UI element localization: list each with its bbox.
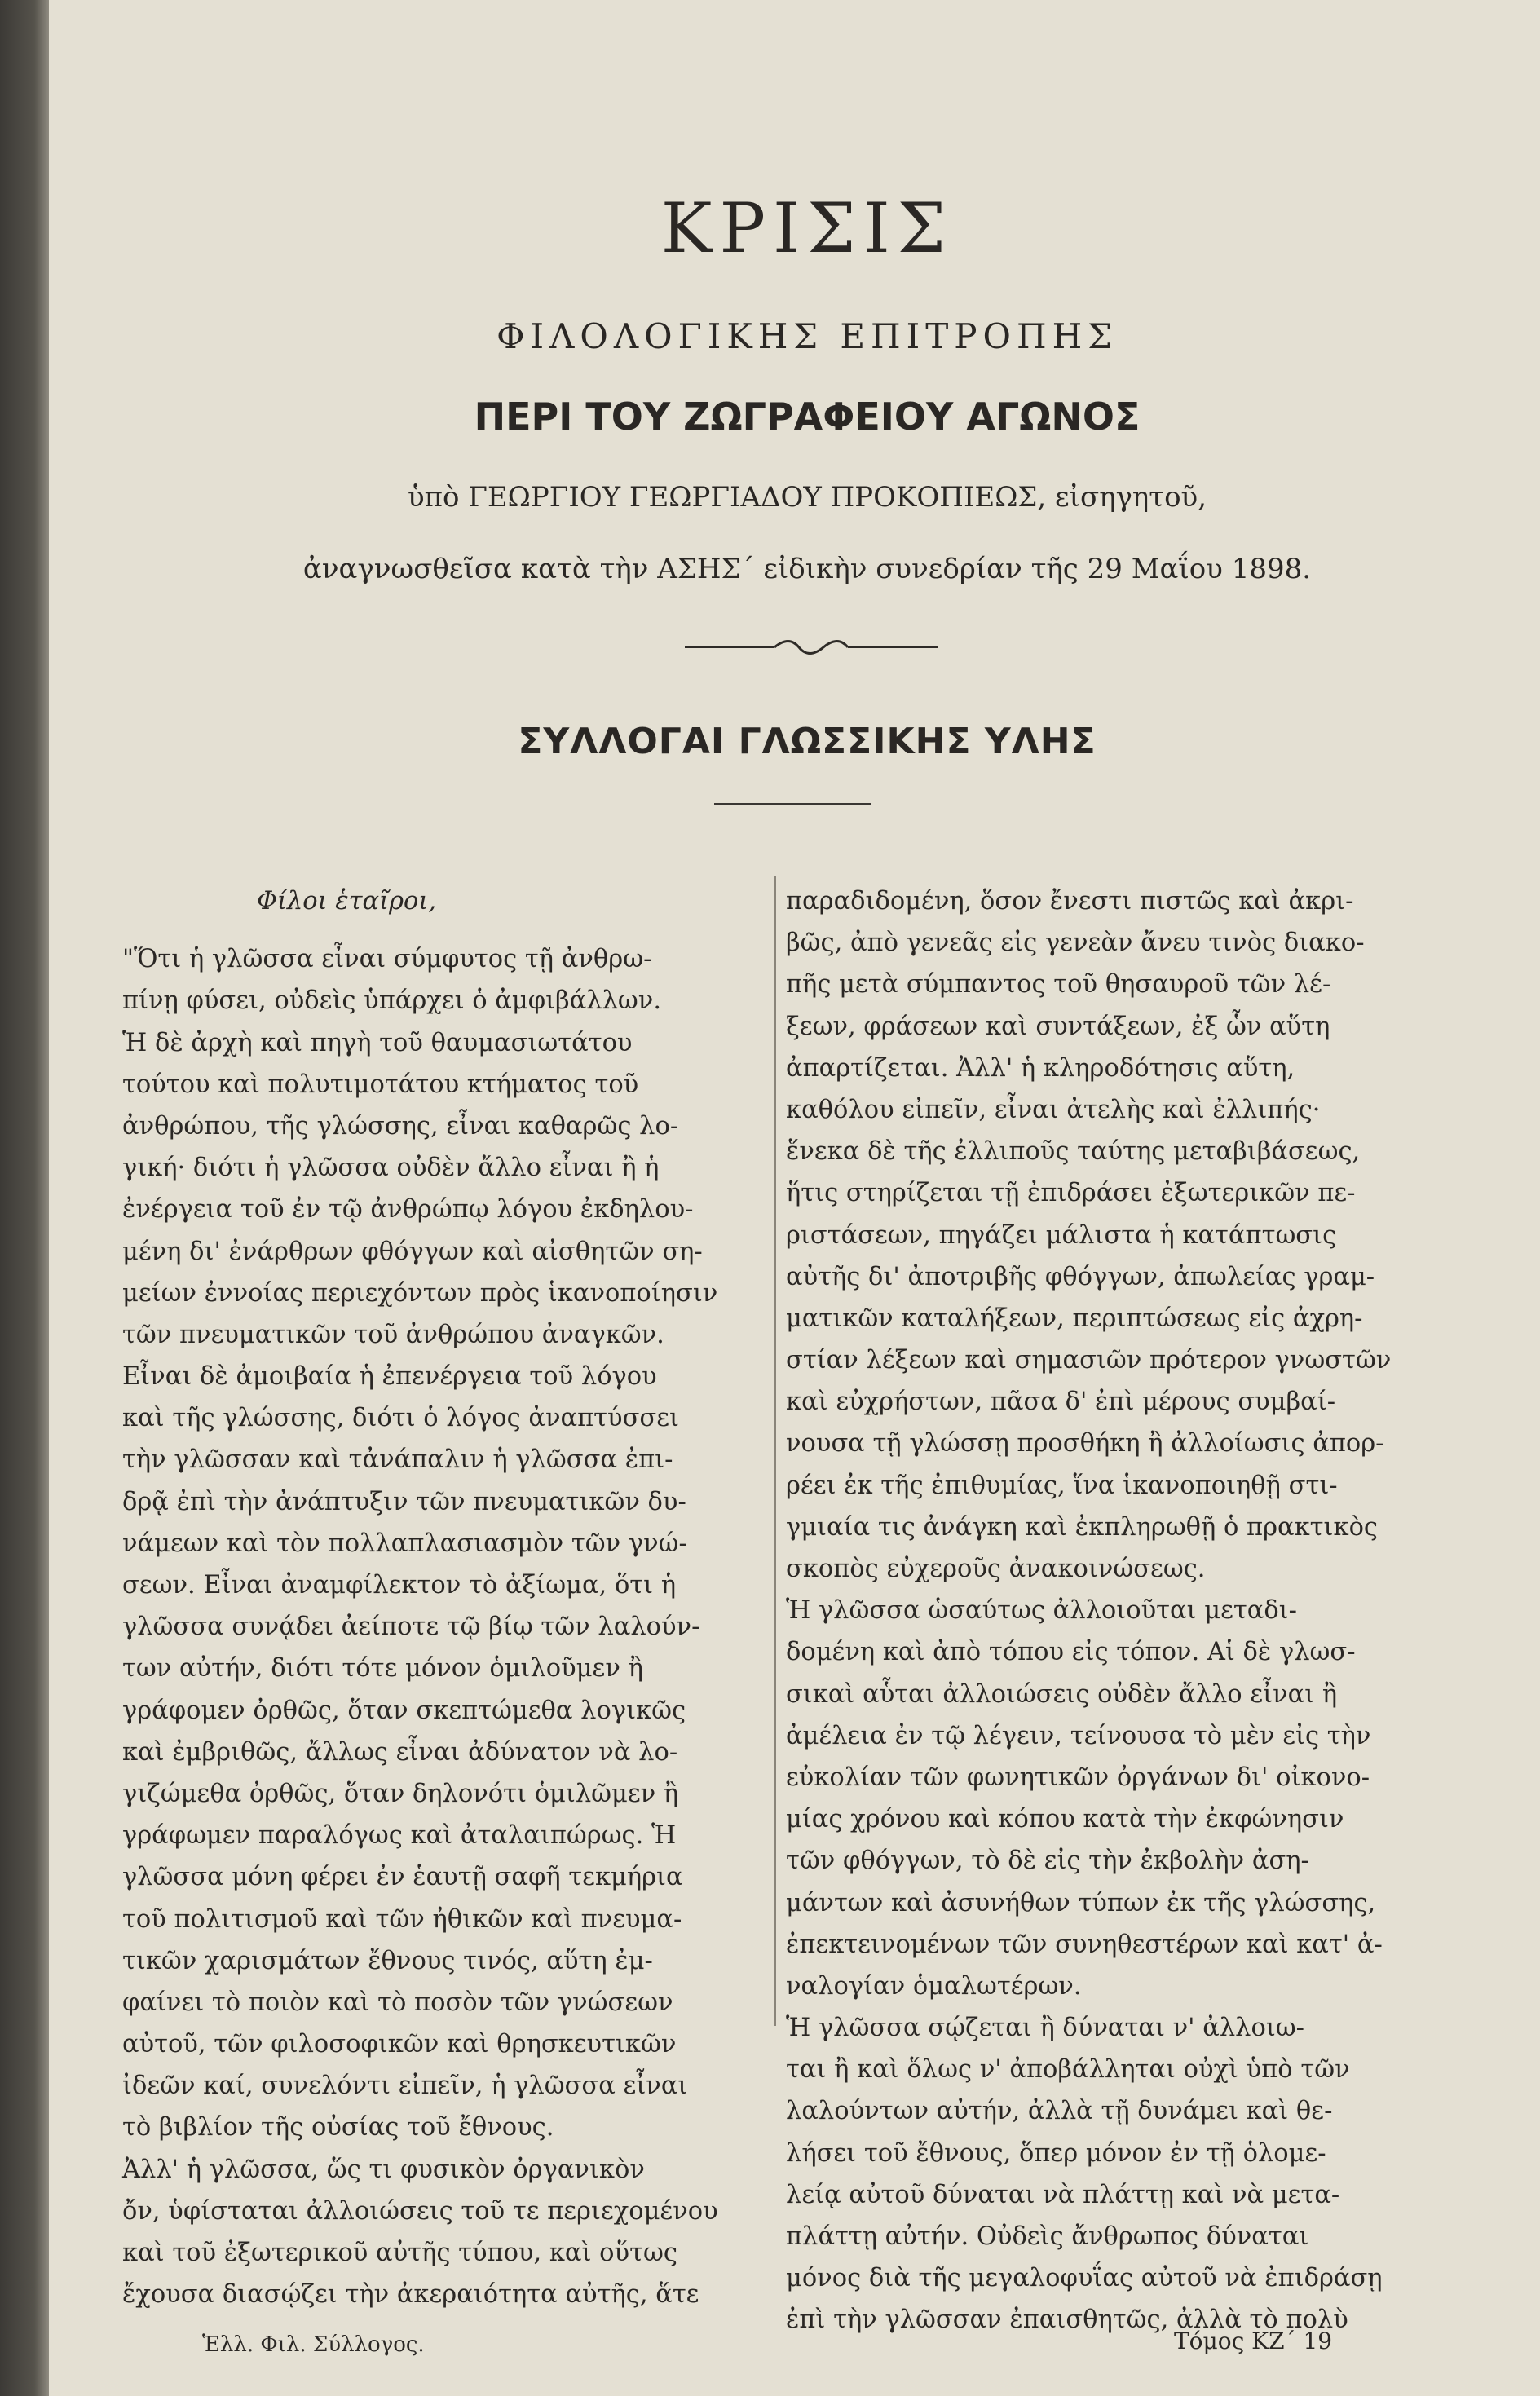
text-line: σκοπὸς εὐχεροῦς ἀνακοινώσεως. [786,1555,1206,1583]
reading-date-line: ἀναγνωσθεῖσα κατὰ τὴν ΑΣΗΣ΄ εἰδικὴν συνεδρίαν τῆς 29 Μαΐου 1898. [302,553,1312,585]
text-line: ἕνεκα δὲ τῆς ἐλλιποῦς ταύτης μεταβιβάσεως, [786,1137,1361,1167]
text-line: "Ὅτι ἡ γλῶσσα εἶναι σύμφυτος τῇ ἀνθρω- [122,945,652,974]
text-line: εὐκολίαν τῶν φωνητικῶν ὀργάνων δι' οἰκονο- [786,1763,1370,1792]
text-line: ἀμέλεια ἐν τῷ λέγειν, τείνουσα τὸ μὲν εἰς τὴν [786,1721,1371,1750]
column-divider [774,876,776,2026]
text-line: καὶ τῆς γλώσσης, διότι ὁ λόγος ἀναπτύσσει [122,1404,679,1433]
text-line: ἀνθρώπου, τῆς γλώσσης, εἶναι καθαρῶς λο- [122,1111,679,1141]
text-line: ἔχουσα διασῴζει τὴν ἀκεραιότητα αὐτῆς, ἅτε [122,2280,699,2310]
section-rule [714,803,871,805]
text-line: ἰδεῶν καί, συνελόντι εἰπεῖν, ἡ γλῶσσα εἶναι [122,2072,688,2101]
text-line: καὶ τοῦ ἐξωτερικοῦ αὐτῆς τύπου, καὶ οὕτως [122,2239,677,2267]
text-line: ναλογίαν ὁμαλωτέρων. [786,1971,1082,2001]
text-line: καθόλου εἰπεῖν, εἶναι ἀτελὴς καὶ ἐλλιπής· [786,1095,1321,1124]
salutation: Φίλοι ἑταῖροι, [257,887,437,916]
right-column [786,880,1422,2341]
right-column-text [786,880,1422,2341]
text-line: σεων. Εἶναι ἀναμφίλεκτον τὸ ἀξίωμα, ὅτι ἡ [122,1571,677,1600]
text-line: ται ἢ καὶ ὅλως ν' ἀποβάλληται οὐχὶ ὑπὸ τῶν [786,2055,1350,2085]
section-title: ΣΥΛΛΟΓΑΙ ΓΛΩΣΣΙΚΗΣ ΥΛΗΣ [518,721,1097,762]
text-line: νουσα τῇ γλώσσῃ προσθήκη ἢ ἀλλοίωσις ἀπορ- [786,1429,1384,1458]
text-line: γλῶσσα συνᾴδει ἀείποτε τῷ βίῳ τῶν λαλούν- [122,1613,700,1642]
article-heading: ΠΕΡΙ ΤΟΥ ΖΩΓΡΑΦΕΙΟΥ ΑΓΩΝΟΣ [474,395,1141,439]
text-line: μόνος διὰ τῆς μεγαλοφυΐας αὐτοῦ νὰ ἐπιδράσῃ [786,2264,1383,2293]
author-byline: ὑπὸ ΓΕΩΡΓΙΟΥ ΓΕΩΡΓΙΑΔΟΥ ΠΡΟΚΟΠΙΕΩΣ, εἰσηγητοῦ, [407,481,1207,514]
text-line: ἐνέργεια τοῦ ἐν τῷ ἀνθρώπῳ λόγου ἐκδηλου- [122,1195,694,1224]
left-column-text [122,938,758,2315]
text-line: φαίνει τὸ ποιὸν καὶ τὸ ποσὸν τῶν γνώσεων [122,1988,673,2017]
text-line: δομένη καὶ ἀπὸ τόπου εἰς τόπον. Αἱ δὲ γλωσ- [786,1638,1356,1667]
footer-volume: Τόμος ΚΖ΄ 19 [1174,2328,1333,2354]
page-subtitle: ΦΙΛΟΛΟΓΙΚΗΣ ΕΠΙΤΡΟΠΗΣ [496,316,1118,356]
text-line: αὐτοῦ, τῶν φιλοσοφικῶν καὶ θρησκευτικῶν [122,2030,677,2059]
text-line: λαλούντων αὐτήν, ἀλλὰ τῇ δυνάμει καὶ θε- [786,2097,1333,2126]
text-line: λείᾳ αὐτοῦ δύναται νὰ πλάττῃ καὶ νὰ μετα- [786,2180,1340,2209]
text-line: μένη δι' ἐνάρθρων φθόγγων καὶ αἰσθητῶν ση- [122,1237,703,1266]
text-line: τούτου καὶ πολυτιμοτάτου κτήματος τοῦ [122,1070,639,1099]
text-line: μάντων καὶ ἀσυνήθων τύπων ἐκ τῆς γλώσσης, [786,1888,1376,1917]
page-binding-edge [0,0,49,2396]
text-line: ἐπεκτεινομένων τῶν συνηθεστέρων καὶ κατ' ἀ- [786,1930,1383,1959]
text-line: ἀπαρτίζεται. Ἀλλ' ἡ κληροδότησις αὕτη, [786,1053,1295,1083]
text-line: Εἶναι δὲ ἀμοιβαία ἡ ἐπενέργεια τοῦ λόγου [122,1362,657,1392]
text-line: ματικῶν καταλήξεων, περιπτώσεως εἰς ἀχρη- [786,1304,1363,1333]
text-line: Ἡ γλῶσσα σῴζεται ἢ δύναται ν' ἀλλοιω- [786,2014,1304,2043]
text-line: τὴν γλῶσσαν καὶ τἀνάπαλιν ἡ γλῶσσα ἐπι- [122,1445,673,1475]
text-line: γράφωμεν παραλόγως καὶ ἀταλαιπώρως. Ἡ [122,1821,677,1851]
left-column [122,880,758,2315]
text-line: τῶν φθόγγων, τὸ δὲ εἰς τὴν ἐκβολὴν ἀση- [786,1847,1309,1876]
text-line: των αὐτήν, διότι τότε μόνον ὁμιλοῦμεν ἢ [122,1654,643,1683]
text-line: πῆς μετὰ σύμπαντος τοῦ θησαυροῦ τῶν λέ- [786,970,1331,999]
text-line: Ἀλλ' ἡ γλῶσσα, ὥς τι φυσικὸν ὀργανικὸν [122,2155,645,2184]
text-line: γιζώμεθα ὀρθῶς, ὅταν δηλονότι ὁμιλῶμεν ἢ [122,1779,679,1808]
text-line: νάμεων καὶ τὸν πολλαπλασιασμὸν τῶν γνώ- [122,1529,687,1558]
footer-society: Ἑλλ. Φιλ. Σύλλογος. [202,2332,425,2357]
text-line: ἐπὶ τὴν γλῶσσαν ἐπαισθητῶς, ἀλλὰ τὸ πολὺ [786,2306,1348,2335]
text-line: στίαν λέξεων καὶ σημασιῶν πρότερον γνωστῶν [786,1346,1392,1375]
text-line: τὸ βιβλίον τῆς οὐσίας τοῦ ἔθνους. [122,2113,554,2142]
ornament-divider [685,638,938,657]
text-line: σικαὶ αὗται ἀλλοιώσεις οὐδὲν ἄλλο εἶναι ἢ [786,1679,1338,1709]
text-line: παραδιδομένη, ὅσον ἔνεστι πιστῶς καὶ ἀκρι- [786,887,1354,916]
text-line: γμιαία τις ἀνάγκη καὶ ἐκπληρωθῇ ὁ πρακτικὸς [786,1512,1379,1542]
text-line: ρέει ἐκ τῆς ἐπιθυμίας, ἵνα ἱκανοποιηθῇ στι- [786,1471,1338,1500]
page-title: ΚΡΙΣΙΣ [660,188,954,268]
text-line: τῶν πνευματικῶν τοῦ ἀνθρώπου ἀναγκῶν. [122,1320,664,1349]
text-line: μίας χρόνου καὶ κόπου κατὰ τὴν ἐκφώνησιν [786,1805,1344,1834]
text-line: γράφομεν ὀρθῶς, ὅταν σκεπτώμεθα λογικῶς [122,1696,686,1725]
text-line: αὐτῆς δι' ἀποτριβῆς φθόγγων, ἀπωλείας γραμ- [786,1262,1375,1291]
text-line: καὶ ἐμβριθῶς, ἄλλως εἶναι ἀδύνατον νὰ λο- [122,1737,678,1767]
text-line: γική· διότι ἡ γλῶσσα οὐδὲν ἄλλο εἶναι ἢ ἡ [122,1154,660,1183]
text-line: Ἡ γλῶσσα ὡσαύτως ἀλλοιοῦται μεταδι- [786,1596,1297,1626]
text-line: πίνῃ φύσει, οὐδεὶς ὑπάρχει ὁ ἀμφιβάλλων. [122,986,662,1016]
text-line: πλάττῃ αὐτήν. Οὐδεὶς ἄνθρωπος δύναται [786,2222,1309,2251]
text-line: ὄν, ὑφίσταται ἀλλοιώσεις τοῦ τε περιεχομένου [122,2196,718,2226]
text-line: τοῦ πολιτισμοῦ καὶ τῶν ἠθικῶν καὶ πνευμα- [122,1904,682,1934]
text-line: ἥτις στηρίζεται τῇ ἐπιδράσει ἐξωτερικῶν πε- [786,1179,1356,1208]
text-line: ριστάσεων, πηγάζει μάλιστα ἡ κατάπτωσις [786,1220,1337,1250]
text-line: μείων ἐννοίας περιεχόντων πρὸς ἱκανοποίησιν [122,1278,718,1308]
text-line: λήσει τοῦ ἔθνους, ὅπερ μόνον ἐν τῇ ὁλομε- [786,2138,1326,2168]
text-line: δρᾷ ἐπὶ τὴν ἀνάπτυξιν τῶν πνευματικῶν δυ- [122,1487,686,1516]
text-line: Ἡ δὲ ἀρχὴ καὶ πηγὴ τοῦ θαυμασιωτάτου [122,1028,633,1057]
text-line: βῶς, ἀπὸ γενεᾶς εἰς γενεὰν ἄνευ τινὸς διακο- [786,929,1365,958]
text-line: γλῶσσα μόνη φέρει ἐν ἑαυτῇ σαφῆ τεκμήρια [122,1863,683,1892]
text-line: ξεων, φράσεων καὶ συντάξεων, ἐξ ὧν αὕτη [786,1012,1330,1041]
text-line: καὶ εὐχρήστων, πᾶσα δ' ἐπὶ μέρους συμβαί- [786,1388,1336,1417]
text-line: τικῶν χαρισμάτων ἔθνους τινός, αὕτη ἐμ- [122,1946,653,1975]
